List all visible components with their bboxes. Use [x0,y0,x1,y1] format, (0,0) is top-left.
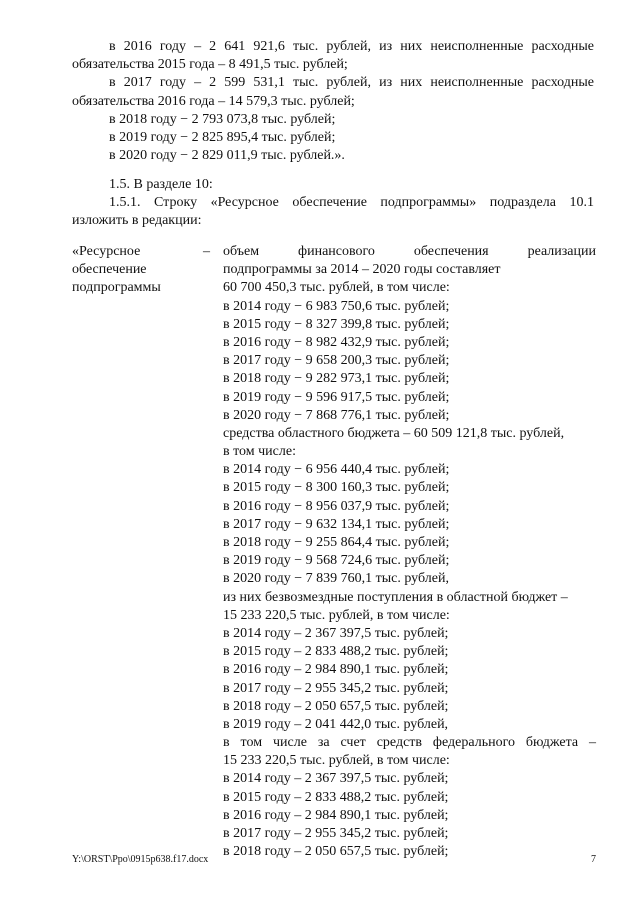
total-intro-line2: подпрограммы за 2014 – 2020 годы составляет [223,262,501,278]
year-amount-line: в 2019 году − 9 596 917,5 тыс. рублей; [223,389,450,405]
year-amount-line: в 2016 году – 2 984 890,1 тыс. рублей; [223,662,449,678]
year-amount-line: в 2015 году – 2 833 488,2 тыс. рублей; [223,644,449,660]
row-label-line: «Ресурсное [72,244,141,259]
line-2019: в 2019 году − 2 825 895,4 тыс. рублей; [109,129,336,145]
regional-budget-line1: средства областного бюджета – 60 509 121,8 тыс. рублей, [223,425,565,441]
row-separator-dash: – [203,244,210,259]
year-amount-line: в 2018 году – 2 050 657,5 тыс. рублей; [223,698,449,714]
year-amount-line: в 2020 году − 7 868 776,1 тыс. рублей; [223,407,450,423]
federal-budget-line2: 15 233 220,5 тыс. рублей, в том числе: [223,753,450,769]
year-amount-line: в 2020 году − 7 839 760,1 тыс. рублей, [223,571,449,587]
total-intro-line1: объем финансового обеспечения реализации [223,244,596,259]
year-amount-line: в 2014 году − 6 956 440,4 тыс. рублей; [223,462,450,478]
year-amount-line: в 2017 году – 2 955 345,2 тыс. рублей; [223,826,449,841]
year-amount-line: в 2019 году − 9 568 724,6 тыс. рублей; [223,553,450,569]
year-amount-line: в 2019 году – 2 041 442,0 тыс. рублей, [223,716,449,732]
section-heading: 1.5. В разделе 10: [109,177,213,192]
year-amount-line: в 2015 году − 8 300 160,3 тыс. рублей; [223,480,450,496]
section-10-amendment [72,176,594,231]
paragraph-2016-line1: в 2016 году – 2 641 921,6 тыс. рублей, из них неисполненные расходные [109,39,594,54]
item-1-5-1-line2: изложить в редакции: [72,213,202,229]
regional-budget-line2: в том числе: [223,444,296,460]
footer-file-path: Y:\ORST\Ppo\0915p638.f17.docx [72,854,209,865]
regional-by-year-list [223,461,596,588]
year-amount-line: в 2018 году – 2 050 657,5 тыс. рублей; [223,844,449,860]
federal-budget-line1: в том числе за счет средств федерального бюджета – [223,735,596,751]
previous-section-continuation [72,38,594,165]
total-by-year-list [223,298,596,425]
year-amount-line: в 2014 году – 2 367 397,5 тыс. рублей; [223,771,449,787]
page-number: 7 [591,854,596,865]
line-2020: в 2020 году − 2 829 011,9 тыс. рублей.». [109,148,345,164]
year-amount-line: в 2017 году − 9 658 200,3 тыс. рублей; [223,353,450,369]
row-content [223,243,596,861]
year-amount-line: в 2016 году − 8 956 037,9 тыс. рублей; [223,498,450,514]
paragraph-2016-line2: обязательства 2015 года – 8 491,5 тыс. рублей; [72,57,348,73]
year-amount-line: в 2014 году − 6 983 750,6 тыс. рублей; [223,298,450,314]
year-amount-line: в 2015 году – 2 833 488,2 тыс. рублей; [223,789,449,805]
paragraph-2017-line2: обязательства 2016 года – 14 579,3 тыс. рублей; [72,93,355,109]
year-amount-line: в 2017 году – 2 955 345,2 тыс. рублей; [223,680,449,696]
grants-by-year-list [223,625,596,734]
total-intro-line3: 60 700 450,3 тыс. рублей, в том числе: [223,280,450,296]
year-amount-line: в 2016 году − 8 982 432,9 тыс. рублей; [223,334,450,350]
year-amount-line: в 2018 году − 9 255 864,4 тыс. рублей; [223,535,450,550]
year-amount-line: в 2017 году − 9 632 134,1 тыс. рублей; [223,516,450,532]
federal-by-year-list [223,770,596,861]
paragraph-2017-line1: в 2017 году – 2 599 531,1 тыс. рублей, из них неисполненные расходные [109,75,594,91]
line-2018: в 2018 году − 2 793 073,8 тыс. рублей; [109,111,336,127]
year-amount-line: в 2014 году – 2 367 397,5 тыс. рублей; [223,625,449,641]
row-label-line: обеспечение [72,262,147,278]
grants-line2: 15 233 220,5 тыс. рублей, в том числе: [223,607,450,623]
row-label-line: подпрограммы [72,280,161,296]
row-label [72,243,202,298]
year-amount-line: в 2016 году – 2 984 890,1 тыс. рублей; [223,807,449,823]
item-1-5-1-line1: 1.5.1. Строку «Ресурсное обеспечение подпрограммы» подраздела 10.1 [109,195,594,211]
year-amount-line: в 2015 году − 8 327 399,8 тыс. рублей; [223,316,450,332]
grants-line1: из них безвозмездные поступления в областной бюджет – [223,589,568,605]
year-amount-line: в 2018 году − 9 282 973,1 тыс. рублей; [223,371,450,387]
